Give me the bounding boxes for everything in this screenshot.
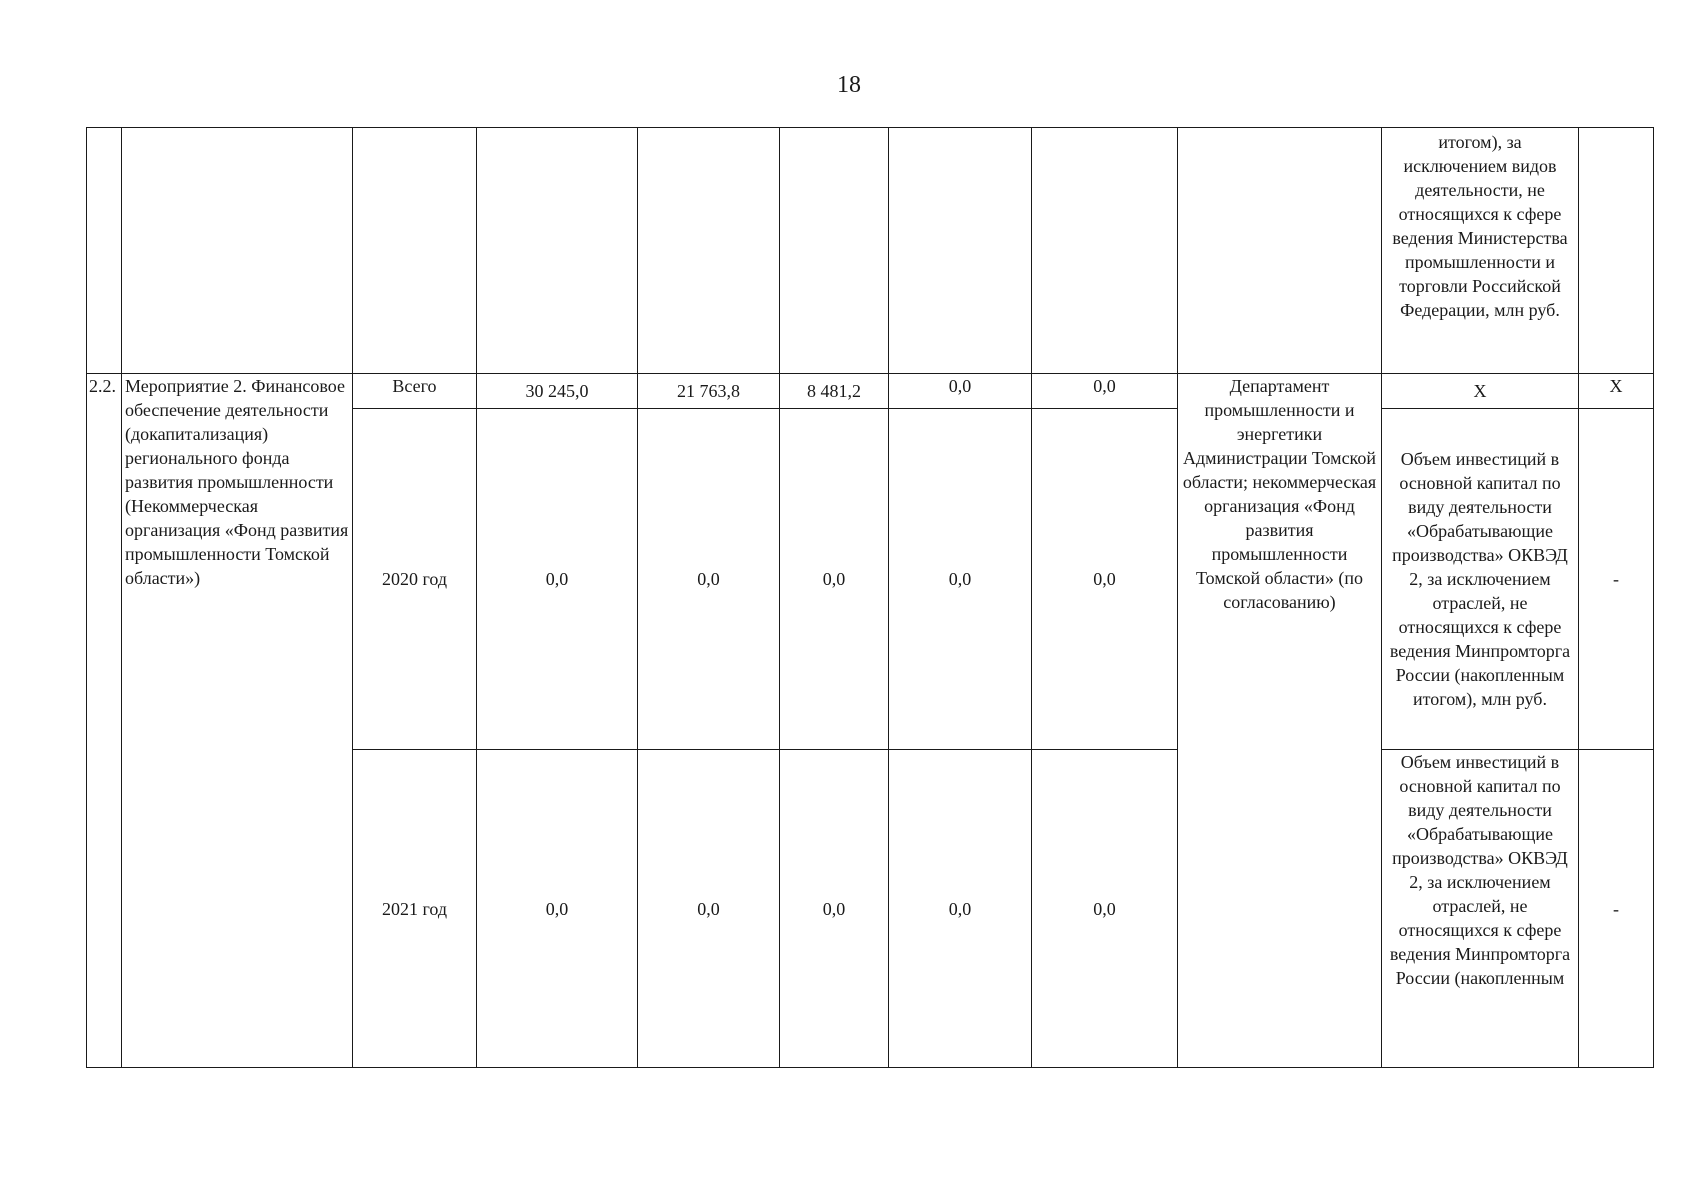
indicator-name (1382, 750, 1579, 1068)
local-value: 0,0 (889, 409, 1032, 750)
event-name: Мероприятие 2. Финансовое обеспечение деятельности (докапитализация) регионального фонда развития промышленности (Некоммерческая организация «Фонд развития промышленности Томской области») (122, 374, 353, 1068)
total-value: 0,0 (477, 750, 638, 1068)
cell-other (1032, 128, 1178, 374)
continuation-row (87, 128, 1654, 374)
indicator-text: Объем инвестиций в основной капитал по виду деятельности «Обрабатывающие производства» ОКВЭД 2, за исключением отраслей, не относящихся к сфере ведения Минпромторга России (накопленным итогом), млн руб. (1389, 449, 1571, 709)
period-label: Всего (353, 374, 477, 409)
program-activities-table (86, 127, 1654, 1068)
cell-local (889, 128, 1032, 374)
indicator-name: Х (1382, 374, 1579, 409)
total-value: 0,0 (477, 409, 638, 750)
cell-indicator-value (1579, 128, 1654, 374)
federal-value: 0,0 (638, 409, 780, 750)
regional-value: 0,0 (780, 750, 889, 1068)
cell-number (87, 128, 122, 374)
other-value: 0,0 (1032, 409, 1178, 750)
indicator-value: - (1579, 750, 1654, 1068)
local-value: 0,0 (889, 374, 1032, 409)
federal-value: 0,0 (638, 750, 780, 1068)
regional-value: 0,0 (780, 409, 889, 750)
page-number: 18 (837, 72, 861, 98)
indicator-value: Х (1579, 374, 1654, 409)
indicator-value: - (1579, 409, 1654, 750)
cell-total (477, 128, 638, 374)
executor: Департамент промышленности и энергетики Администрации Томской области; некоммерческая организация «Фонд развития промышленности Томской области» (по согласованию) (1178, 374, 1382, 1068)
cell-regional (780, 128, 889, 374)
period-label: 2020 год (353, 409, 477, 750)
regional-value: 8 481,2 (780, 374, 889, 409)
local-value: 0,0 (889, 750, 1032, 1068)
cell-indicator (1382, 128, 1579, 374)
period-label: 2021 год (353, 750, 477, 1068)
event-number: 2.2. (87, 374, 122, 1068)
other-value: 0,0 (1032, 750, 1178, 1068)
cell-event-name (122, 128, 353, 374)
indicator-name (1382, 409, 1579, 750)
cell-executor (1178, 128, 1382, 374)
total-value: 30 245,0 (477, 374, 638, 409)
federal-value: 21 763,8 (638, 374, 780, 409)
cell-period (353, 128, 477, 374)
cell-federal (638, 128, 780, 374)
other-value: 0,0 (1032, 374, 1178, 409)
event-row-total (87, 374, 1654, 409)
indicator-text: Объем инвестиций в основной капитал по виду деятельности «Обрабатывающие производства» ОКВЭД 2, за исключением отраслей, не относящихся к сфере ведения Минпромторга России (накопленным (1389, 752, 1571, 988)
continued-indicator-text: итогом), за исключением видов деятельности, не относящихся к сфере ведения Министерства промышленности и торговли Российской Федерации, млн руб. (1392, 132, 1568, 320)
